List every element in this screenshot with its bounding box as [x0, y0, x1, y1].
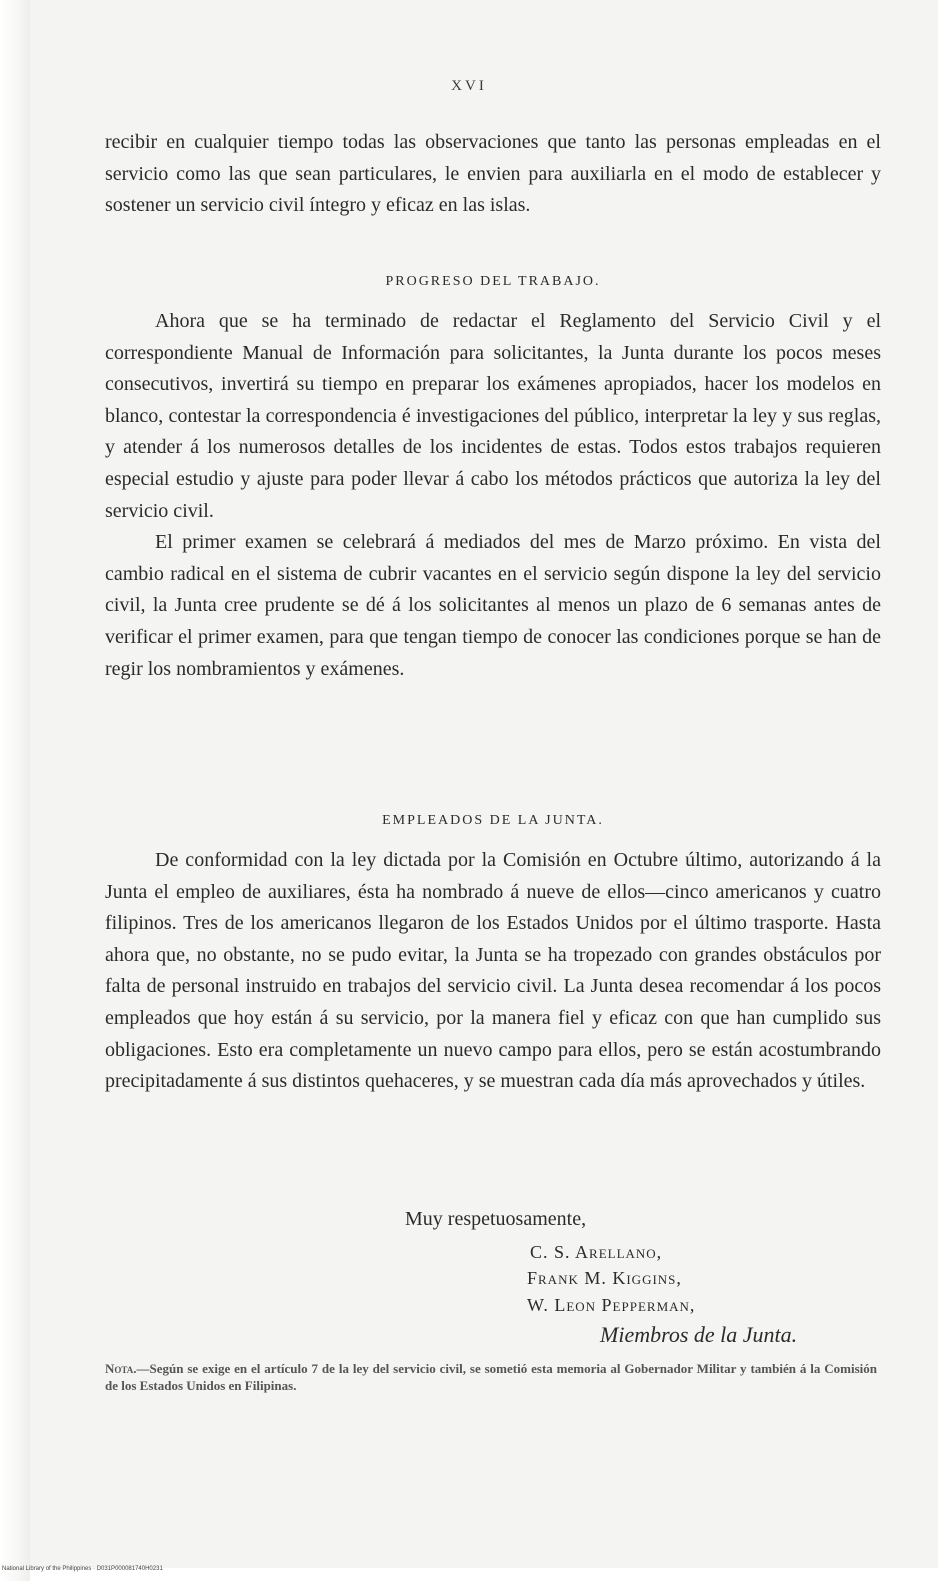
- footnote: [105, 1360, 877, 1394]
- scan-footer: National Library of the Philippines · D031P000081740H0231: [2, 1566, 163, 1572]
- footnote-label: Nota.: [105, 1361, 137, 1376]
- scan-margin: [0, 0, 30, 1581]
- document-page: [30, 0, 938, 1568]
- signatory-3: W. Leon Pepperman,: [527, 1295, 696, 1315]
- paragraph-progreso-2: El primer examen se celebrará á mediados del mes de Marzo próximo. En vista del cambio radical en el sistema de cubrir vacantes en el servicio según dispone la ley del servicio civil, la Junta cree prudente se dé á los solicitantes al menos un plazo de 6 semanas antes de verificar el primer examen, para que tengan tiempo de conocer las condiciones porque se han de regir los nombramientos y exámenes.: [105, 531, 881, 680]
- section-heading-empleados: EMPLEADOS DE LA JUNTA.: [382, 813, 604, 828]
- intro-block: [105, 127, 881, 222]
- signatory-1: C. S. Arellano,: [530, 1242, 663, 1262]
- paragraph-empleados-1: De conformidad con la ley dictada por la Comisión en Octubre último, autorizando á la Junta el empleo de auxiliares, ésta ha nombrado á nueve de ellos—cinco americanos y cuatro filipinos. Tres de los americanos llegaron de los Estados Unidos por el último trasporte. Hasta ahora que, no obstante, no se pudo evitar, la Junta se ha tropezado con grandes obstáculos por falta de personal instruido en trabajos del servicio civil. La Junta desea recomendar á los pocos empleados que hoy están á su servicio, por la manera fiel y eficaz con que han cumplido sus obligaciones. Esto era completamente un nuevo campo para ellos, pero se están acostumbrando precipitadamente á sus distintos quehaceres, y se muestran cada día más aprovechados y útiles.: [105, 849, 881, 1093]
- closing-salutation: Muy respetuosamente,: [405, 1208, 587, 1230]
- section-heading-progreso: PROGRESO DEL TRABAJO.: [385, 274, 601, 289]
- intro-paragraph: recibir en cualquier tiempo todas las observaciones que tanto las personas empleadas en el servicio como las que sean particulares, le envien para auxiliarla en el modo de establecer y sostener un servicio civil íntegro y eficaz en las islas.: [105, 131, 881, 217]
- section-progreso: [105, 272, 881, 685]
- members-label: Miembros de la Junta.: [600, 1322, 798, 1347]
- section-empleados: [105, 811, 881, 1098]
- signatory-2: Frank M. Kiggins,: [527, 1268, 682, 1288]
- footnote-text: —Según se exige en el artículo 7 de la ley del servicio civil, se sometió esta memoria al Gobernador Militar y también á la Comisión de los Estados Unidos en Filipinas.: [105, 1361, 877, 1393]
- page-number: XVI: [451, 78, 487, 94]
- paragraph-progreso-1: Ahora que se ha terminado de redactar el Reglamento del Servicio Civil y el correspondiente Manual de Información para solicitantes, la Junta durante los pocos meses consecutivos, invertirá su tiempo en preparar los exámenes apropiados, hacer los modelos en blanco, contestar la correspondencia é investigaciones del público, interpretar la ley y sus reglas, y atender á los numerosos detalles de los incidentes de estas. Todos estos trabajos requieren especial estudio y ajuste para poder llevar á cabo los métodos prácticos que autoriza la ley del servicio civil.: [105, 310, 881, 522]
